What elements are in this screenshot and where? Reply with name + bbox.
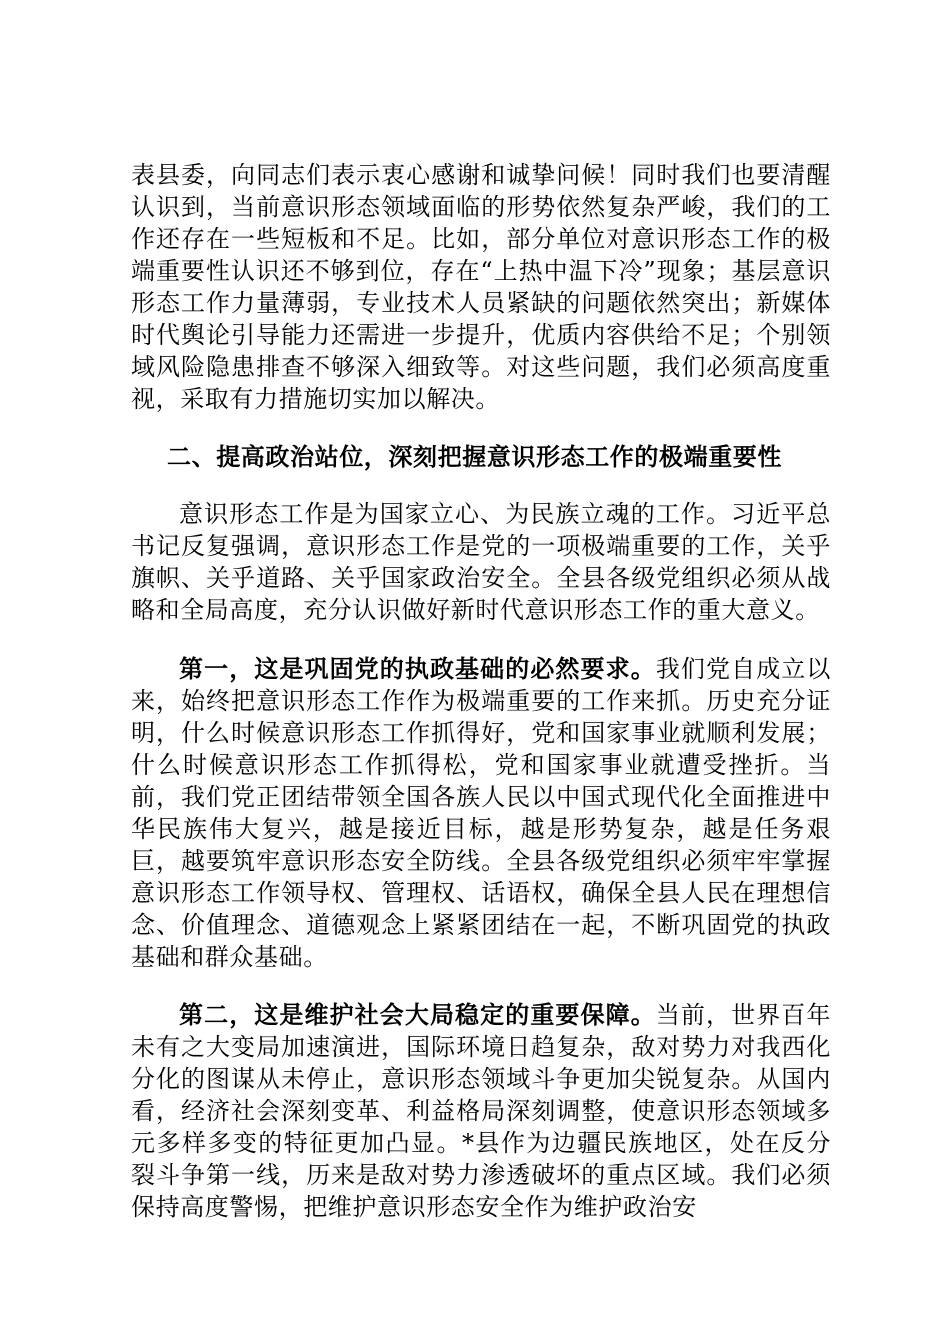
body-paragraph-continued: 表县委，向同志们表示衷心感谢和诚挚问候！同时我们也要清醒认识到，当前意识形态领域面临的形势依然复杂严峻，我们的工作还存在一些短板和不足。比如，部分单位对意识形态工作的极端重要性认识还不够到位，存在“上热中温下冷”现象；基层意识形态工作力量薄弱，专业技术人员紧缺的问题依然突出；新媒体时代舆论引导能力还需进一步提升，优质内容供给不足；个别领域风险隐患排查不够深入细致等。对这些问题，我们必须高度重视，采取有力措施切实加以解决。 — [131, 161, 831, 413]
second-point-body-text: 当前，世界百年未有之大变局加速演进，国际环境日趋复杂，敌对势力对我西化分化的图谋从未停止，意识形态领域斗争更加尖锐复杂。从国内看，经济社会深刻变革、利益格局深刻调整，使意识形态领域多元多样多变的特征更加凸显。*县作为边疆民族地区，处在反分裂斗争第一线，历来是敌对势力渗透破坏的重点区域。我们必须保持高度警惕，把维护意识形态安全作为维护政治安 — [131, 1001, 832, 1221]
document-body — [131, 159, 831, 1223]
body-paragraph-second-point — [131, 999, 831, 1223]
first-point-lead-sentence: 第一，这是巩固党的执政基础的必然要求。 — [179, 654, 656, 683]
section-heading: 二、提高政治站位，深刻把握意识形态工作的极端重要性 — [167, 442, 782, 471]
first-point-body-text: 我们党自成立以来，始终把意识形态工作作为极端重要的工作来抓。历史充分证明，什么时候意识形态工作抓得好，党和国家事业就顺利发展；什么时候意识形态工作抓得松，党和国家事业就遭受挫折。当前，我们党正团结带领全国各族人民以中国式现代化全面推进中华民族伟大复兴，越是接近目标，越是形势复杂，越是任务艰巨，越要筑牢意识形态安全防线。全县各级党组织必须牢牢掌握意识形态工作领导权、管理权、话语权，确保全县人民在理想信念、价值理念、道德观念上紧紧团结在一起，不断巩固党的执政基础和群众基础。 — [131, 655, 832, 971]
body-paragraph-first-point — [131, 653, 831, 973]
second-point-lead-sentence: 第二，这是维护社会大局稳定的重要保障。 — [179, 1000, 656, 1029]
body-paragraph-intro: 意识形态工作是为国家立心、为民族立魂的工作。习近平总书记反复强调，意识形态工作是党的一项极端重要的工作，关乎旗帜、关乎道路、关乎国家政治安全。全县各级党组织必须从战略和全局高度，充分认识做好新时代意识形态工作的重大意义。 — [131, 500, 831, 624]
